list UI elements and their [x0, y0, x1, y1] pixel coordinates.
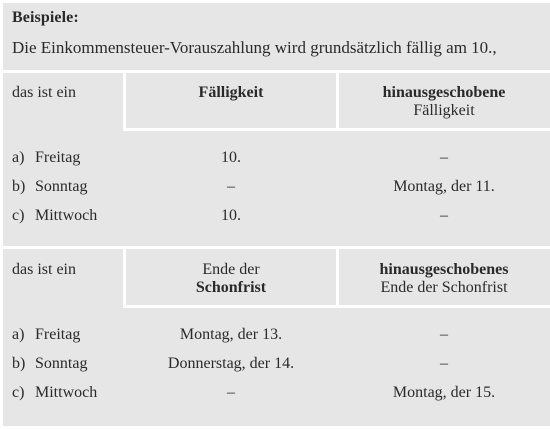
intro-text: Die Einkommensteuer-Vorauszahlung wird grundsätzlich fällig am 10., — [12, 38, 497, 57]
section1-row-day: Freitag — [35, 149, 81, 166]
section1-col2-header-bold: hinausgeschobene — [382, 84, 506, 101]
section2-row-col2: Montag, der 15. — [392, 384, 496, 401]
section1-row-label: das ist ein — [12, 84, 76, 101]
section1-row-col1: – — [227, 178, 235, 195]
section1-row-col2: Montag, der 11. — [393, 178, 495, 195]
section2-row-day: Sonntag — [35, 355, 88, 372]
section1-row-col1: 10. — [221, 149, 241, 166]
box-title: Beispiele: — [12, 9, 79, 26]
section1-row-letter: b) — [12, 178, 26, 195]
section-divider — [3, 246, 550, 249]
section2-row-label: das ist ein — [12, 261, 76, 278]
section2-row-col1: – — [227, 384, 235, 401]
header1-underline — [123, 128, 550, 131]
section2-row-col1: Montag, der 13. — [179, 326, 283, 343]
section2-col2-header-bold: hinausgeschobenes — [379, 261, 509, 278]
section2-col1-header-normal: Ende der — [202, 261, 260, 278]
header2-underline — [123, 305, 550, 308]
section1-col1-header: Fälligkeit — [198, 84, 264, 101]
section2-row-day: Freitag — [35, 326, 81, 343]
section1-col2-header-normal: Fälligkeit — [413, 102, 475, 119]
section1-row-col1: 10. — [221, 207, 241, 224]
section2-row-col2: – — [440, 326, 448, 343]
section1-row-day: Sonntag — [35, 178, 88, 195]
section2-col1-header-bold: Schonfrist — [195, 279, 267, 296]
section2-row-col2: – — [440, 355, 448, 372]
section1-row-col2: – — [440, 149, 448, 166]
section1-row-letter: c) — [12, 207, 25, 224]
section2-row-col1: Donnerstag, der 14. — [167, 355, 295, 372]
section2-row-letter: c) — [12, 384, 25, 401]
divider-top — [3, 70, 550, 73]
section2-row-letter: a) — [12, 326, 25, 343]
section2-row-day: Mittwoch — [35, 384, 98, 401]
section1-row-col2: – — [440, 207, 448, 224]
section2-col2-header-normal: Ende der Schonfrist — [380, 279, 508, 296]
section1-row-letter: a) — [12, 149, 25, 166]
section2-row-letter: b) — [12, 355, 26, 372]
section1-row-day: Mittwoch — [35, 207, 98, 224]
